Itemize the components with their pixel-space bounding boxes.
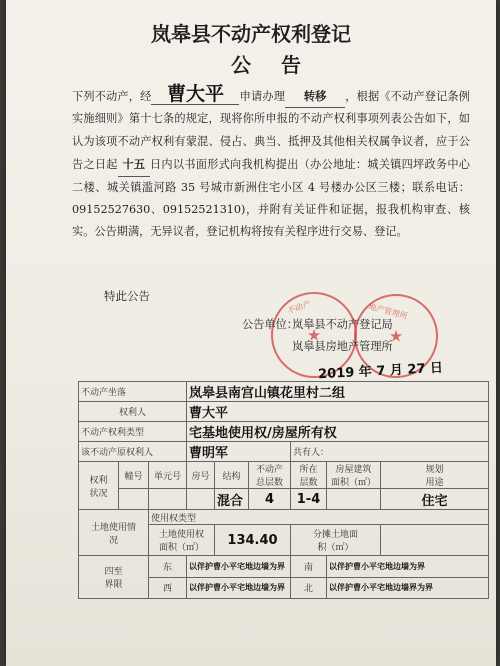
type-label: 不动产权利类型 xyxy=(79,422,187,442)
original-owner-value: 曹明军 xyxy=(187,442,291,462)
cell-total-floors: 4 xyxy=(249,489,291,510)
west-label: 西 xyxy=(149,577,187,599)
table-row-owner xyxy=(79,402,489,422)
land-label: 土地使用情 况 xyxy=(79,510,149,556)
land-area-value: 134.40 xyxy=(215,525,291,556)
signature-unit-label: 公告单位： xyxy=(242,318,298,331)
body-text-2: 申请办理 xyxy=(239,90,286,103)
special-notice: 特此公告 xyxy=(104,289,150,303)
table-row-original-owner xyxy=(79,442,489,462)
table-row-status xyxy=(79,489,489,510)
land-area-label: 土地使用权 面积（㎡） xyxy=(149,525,215,556)
table-row-type xyxy=(79,422,489,442)
header-area: 房屋建筑 面积（㎡） xyxy=(327,462,381,489)
cell-area xyxy=(327,489,381,510)
owner-label: 权利人 xyxy=(79,402,187,422)
signature-date: 2019 年 7 月 27 日 xyxy=(317,360,444,383)
seal-star-icon: ★ xyxy=(306,325,322,345)
seal-left-text: 不动产 xyxy=(286,299,312,316)
table-row-boundary-1 xyxy=(79,556,489,578)
boundary-label: 四至 界限 xyxy=(79,556,149,599)
header-room: 房号 xyxy=(187,462,215,489)
page-title: 岚皋县不动产权利登记 xyxy=(151,22,351,46)
table-row-land-type xyxy=(79,510,489,525)
header-total-floors: 不动产 总层数 xyxy=(249,462,291,489)
property-table xyxy=(78,381,489,599)
east-label: 东 xyxy=(149,556,187,578)
east-value: 以伴护曹小平宅地边墙为界 xyxy=(187,556,291,578)
signature-unit-2: 岚皋县房地产管理所 xyxy=(292,340,393,353)
status-label: 权利 状况 xyxy=(79,462,119,510)
notice-body xyxy=(72,84,470,244)
table-row-headers xyxy=(79,462,489,489)
cell-floor: 1-4 xyxy=(291,489,327,510)
cell-room xyxy=(187,489,215,510)
page-subtitle: 公告 xyxy=(231,53,331,77)
south-label: 南 xyxy=(291,556,327,578)
north-label: 北 xyxy=(291,577,327,599)
location-label: 不动产坐落 xyxy=(79,382,187,402)
cell-building xyxy=(119,489,149,510)
body-text-3: ，根据《不动产登记条例实施细则》第十七条的规定，现将你所申报的不动产权利事项列表公告如下，如认为该项不动产权利有蒙混、侵占、典当、抵押及其他相关权属争议者，应于公告之日起 xyxy=(72,90,470,172)
owner-value: 曹大平 xyxy=(187,402,489,422)
cell-structure: 混合 xyxy=(215,489,249,510)
seal-right-text: 地产管理所 xyxy=(367,301,409,322)
shared-area-label: 分摊土地面 积（㎡） xyxy=(291,525,381,556)
header-floor: 所在 层数 xyxy=(291,462,327,489)
header-building: 幢号 xyxy=(119,462,149,489)
objection-days: 十五 xyxy=(118,153,150,176)
location-value: 岚皋县南宫山镇花里村二组 xyxy=(187,382,489,402)
shared-area-value xyxy=(381,525,489,556)
signature-unit-1: 岚皋县不动产登记局 xyxy=(292,318,393,331)
original-owner-label: 该不动产原权利人 xyxy=(79,442,187,462)
west-value: 以伴护曹小平宅地边墙为界 xyxy=(187,577,291,599)
header-structure: 结构 xyxy=(215,462,249,489)
header-unit: 单元号 xyxy=(149,462,187,489)
cell-unit xyxy=(149,489,187,510)
applicant-handwriting: 曹大平 xyxy=(151,84,239,105)
header-use: 规划 用途 xyxy=(381,462,489,489)
business-type: 转移 xyxy=(285,85,345,108)
co-owner-label: 共有人： xyxy=(291,442,489,462)
body-text-1: 下列不动产，经 xyxy=(72,90,152,103)
type-value: 宅基地使用权/房屋所有权 xyxy=(187,422,489,442)
seal-star-icon: ★ xyxy=(388,326,404,346)
body-text-4: 日内以书面形式向我机构提出（办公地址：城关镇四坪政务中心二楼、城关镇滥河路 35 号城市新洲住宅小区 4 号楼办公区三楼；联系电话：09152527630、09152521310)，并附有关证件和证据，报我机构审查、核实。公告期满，无异议者，登记机构将按有关程序进行交易、登记。 xyxy=(72,158,470,239)
south-value: 以伴护曹小平宅地边墙为界 xyxy=(327,556,489,578)
table-row-location xyxy=(79,382,489,402)
notice-paper xyxy=(6,0,496,666)
land-type-label: 使用权类型 xyxy=(149,510,489,525)
cell-use: 住宅 xyxy=(381,489,489,510)
north-value: 以伴护曹小平宅地边墙界为界 xyxy=(327,577,489,599)
